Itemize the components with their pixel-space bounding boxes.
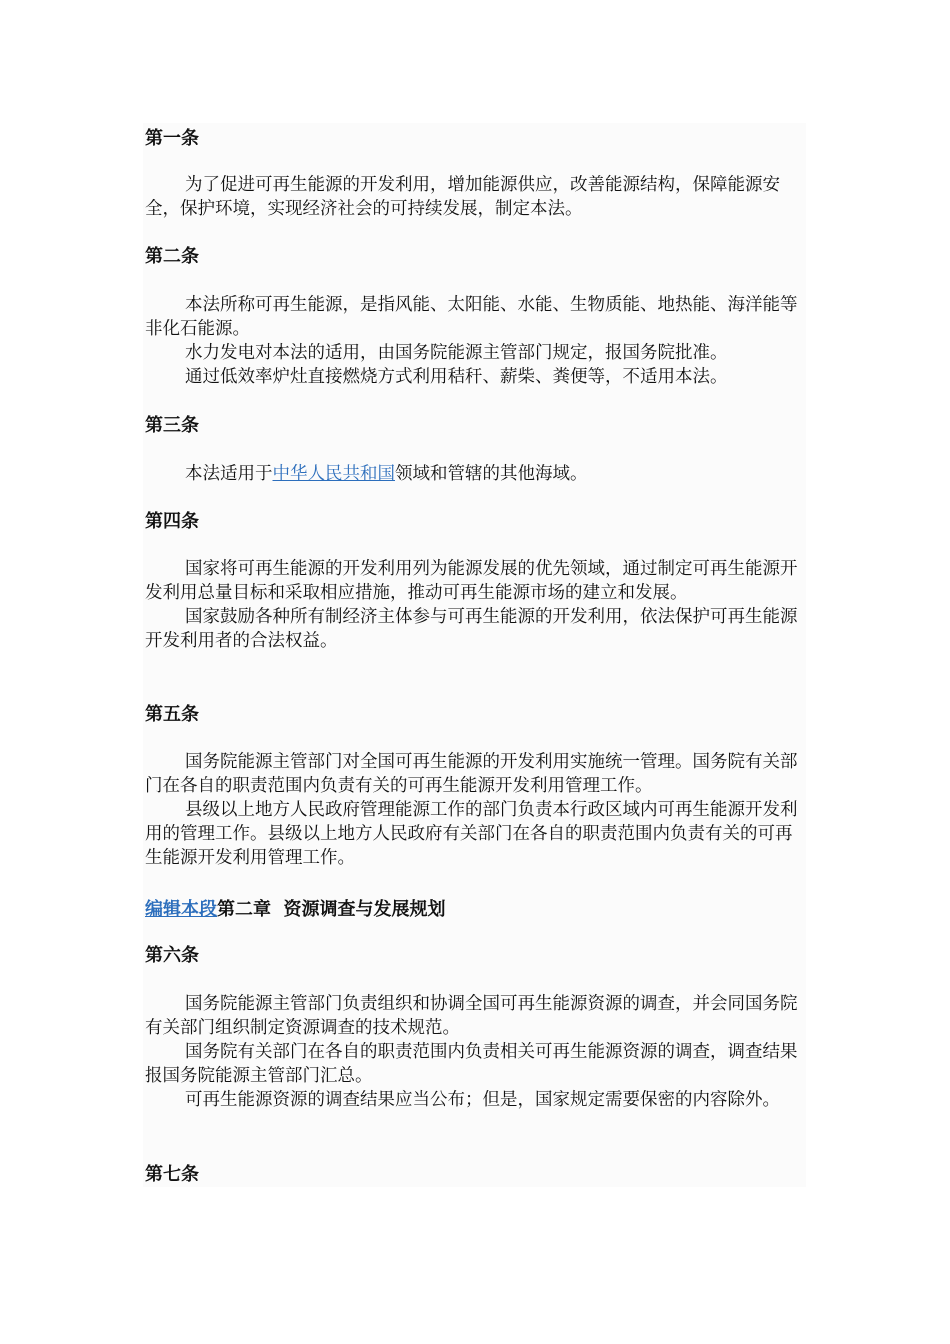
- article-3-text-pre: 本法适用于: [185, 464, 273, 484]
- article-2-para-1: 本法所称可再生能源，是指风能、太阳能、水能、生物质能、地热能、海洋能等非化石能源。: [145, 295, 798, 339]
- chapter-2-heading: [145, 898, 446, 922]
- article-5-para-1: 国务院能源主管部门对全国可再生能源的开发利用实施统一管理。国务院有关部门在各自的职责范围内负责有关的可再生能源开发利用管理工作。: [145, 752, 798, 796]
- article-4-body: [145, 557, 801, 653]
- article-5-para-2: 县级以上地方人民政府管理能源工作的部门负责本行政区域内可再生能源开发利用的管理工作。县级以上地方人民政府有关部门在各自的职责范围内负责有关的可再生能源开发利用管理工作。: [145, 800, 798, 868]
- article-7-title: 第七条: [145, 1164, 199, 1185]
- article-1-para-1: 为了促进可再生能源的开发利用，增加能源供应，改善能源结构，保障能源安全，保护环境，实现经济社会的可持续发展，制定本法。: [145, 175, 780, 219]
- article-1-body: [145, 173, 801, 221]
- chapter-2-title: 第二章 资源调查与发展规划: [217, 899, 446, 920]
- article-5-title: 第五条: [145, 704, 199, 725]
- article-6-body: [145, 992, 801, 1112]
- article-3-title: 第三条: [145, 415, 199, 436]
- article-4-title: 第四条: [145, 511, 199, 532]
- article-6-title: 第六条: [145, 945, 199, 966]
- article-4-para-1: 国家将可再生能源的开发利用列为能源发展的优先领域，通过制定可再生能源开发利用总量目标和采取相应措施，推动可再生能源市场的建立和发展。: [145, 559, 798, 603]
- article-6-para-1: 国务院能源主管部门负责组织和协调全国可再生能源资源的调查，并会同国务院有关部门组织制定资源调查的技术规范。: [145, 994, 798, 1038]
- prc-link[interactable]: 中华人民共和国: [272, 464, 395, 484]
- edit-section-link[interactable]: 编辑本段: [145, 899, 217, 920]
- article-5-body: [145, 750, 801, 870]
- article-4-para-2: 国家鼓励各种所有制经济主体参与可再生能源的开发利用，依法保护可再生能源开发利用者的合法权益。: [145, 607, 798, 651]
- article-6-para-2: 国务院有关部门在各自的职责范围内负责相关可再生能源资源的调查，调查结果报国务院能源主管部门汇总。: [145, 1042, 798, 1086]
- document-content: [143, 123, 806, 1187]
- article-3-body: [145, 462, 801, 486]
- article-2-para-3: 通过低效率炉灶直接燃烧方式利用秸秆、薪柴、粪便等，不适用本法。: [185, 367, 728, 387]
- article-2-title: 第二条: [145, 246, 199, 267]
- article-2-para-2: 水力发电对本法的适用，由国务院能源主管部门规定，报国务院批准。: [185, 343, 728, 363]
- article-1-title: 第一条: [145, 128, 199, 149]
- article-6-para-3: 可再生能源资源的调查结果应当公布；但是，国家规定需要保密的内容除外。: [185, 1090, 780, 1110]
- article-2-body: [145, 293, 801, 389]
- article-3-text-post: 领域和管辖的其他海域。: [395, 464, 588, 484]
- article-3-para-1: [145, 462, 801, 486]
